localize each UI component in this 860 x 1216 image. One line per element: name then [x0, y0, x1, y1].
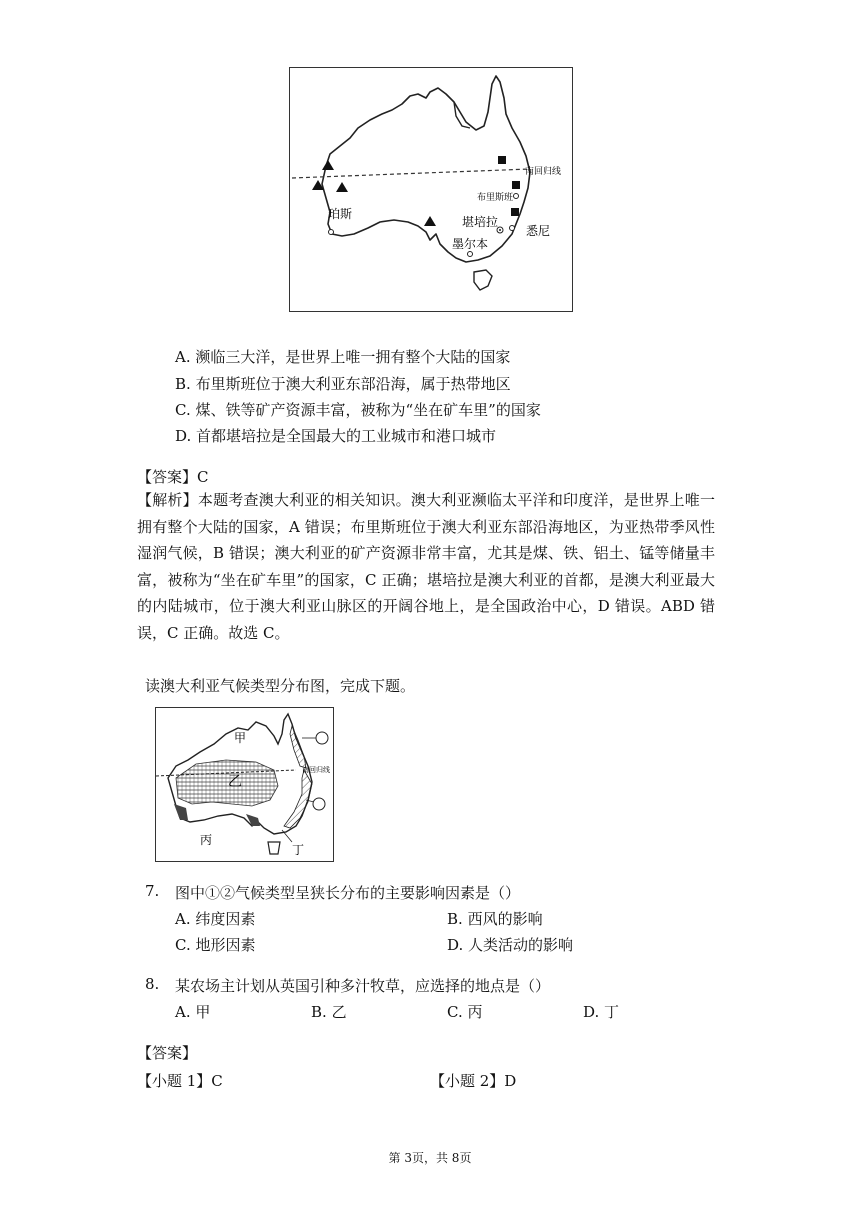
q7-option-c: C. 地形因素: [175, 936, 256, 954]
desert-region: [176, 760, 278, 806]
australia-outline: [322, 76, 530, 262]
q7-option-b: B. 西风的影响: [447, 910, 543, 928]
q7-option-a: A. 纬度因素: [175, 910, 256, 928]
answer-line: 【答案】C: [137, 468, 209, 486]
q8-option-c: C. 丙: [447, 1003, 483, 1021]
question-8-number: 8.: [145, 975, 160, 993]
answers-heading: 【答案】: [137, 1044, 198, 1062]
australia-climate-map: [155, 707, 334, 862]
perth-label: 珀斯: [328, 207, 353, 221]
option-d: D. 首都堪培拉是全国最大的工业城市和港口城市: [175, 427, 497, 445]
label-ding: 丁: [292, 843, 305, 857]
australia-map-svg: [290, 68, 572, 311]
q8-option-a: A. 甲: [175, 1003, 211, 1021]
australia-mineral-map: [289, 67, 573, 312]
question-8-text: 某农场主计划从英国引种多汁牧草，应选择的地点是（）: [175, 977, 551, 995]
option-c: C. 煤、铁等矿产资源丰富，被称为“坐在矿车里”的国家: [175, 401, 541, 419]
question-7-text: 图中①②气候类型呈狭长分布的主要影响因素是（）: [175, 884, 521, 902]
question-7-number: 7.: [145, 882, 160, 900]
section-intro: 读澳大利亚气候类型分布图，完成下题。: [145, 677, 416, 695]
sydney-label: 悉尼: [526, 224, 551, 238]
answer-sub-2: 【小题 2】D: [430, 1072, 517, 1090]
q8-option-b: B. 乙: [311, 1003, 347, 1021]
melbourne-label: 墨尔本: [452, 237, 489, 251]
coal-marker: [498, 156, 506, 164]
answer-sub-1: 【小题 1】C: [137, 1072, 223, 1090]
canberra-label: 堪培拉: [462, 215, 499, 229]
label-yi: 乙: [228, 774, 242, 790]
tasmania-outline: [268, 842, 280, 854]
option-b: B. 布里斯班位于澳大利亚东部沿海，属于热带地区: [175, 375, 511, 393]
label-jia: 甲: [234, 731, 247, 745]
coal-marker: [511, 208, 519, 216]
option-a: A. 濒临三大洋，是世界上唯一拥有整个大陆的国家: [175, 348, 511, 366]
tasmania-outline: [474, 270, 492, 290]
perth-marker: [329, 230, 334, 235]
coal-marker: [512, 181, 520, 189]
tropic-label: 南回归线: [525, 167, 562, 177]
q7-option-d: D. 人类活动的影响: [447, 936, 574, 954]
brisbane-label: 布里斯班: [477, 193, 514, 203]
sydney-marker: [510, 226, 515, 231]
analysis-paragraph: 【解析】本题考查澳大利亚的相关知识。澳大利亚濒临太平洋和印度洋，是世界上唯一拥有整个大陆的国家，A 错误；布里斯班位于澳大利亚东部沿海地区，为亚热带季风性湿润气候，B 错误；澳大利亚的矿产资源非常丰富，尤其是煤、铁、铝土、锰等储量丰富，被称为“坐在矿车里”的国家，C 正确；堪培拉是澳大利亚的首都，是澳大利亚最大的内陆城市，位于澳大利亚山脉区的开阔谷地上，是全国政治中心，D 错误。ABD 错误，C 正确。故选 C。: [137, 491, 715, 642]
circle-two-marker: [313, 798, 325, 810]
label-tropic: 南回归线: [302, 766, 330, 774]
label-bing: 丙: [200, 833, 213, 847]
brisbane-marker: [514, 194, 519, 199]
page-footer: 第 3页，共 8页: [388, 1151, 472, 1165]
circle-one-marker: [316, 732, 328, 744]
climate-map-svg: [156, 708, 333, 861]
q8-option-d: D. 丁: [583, 1003, 620, 1021]
melbourne-marker: [468, 252, 473, 257]
